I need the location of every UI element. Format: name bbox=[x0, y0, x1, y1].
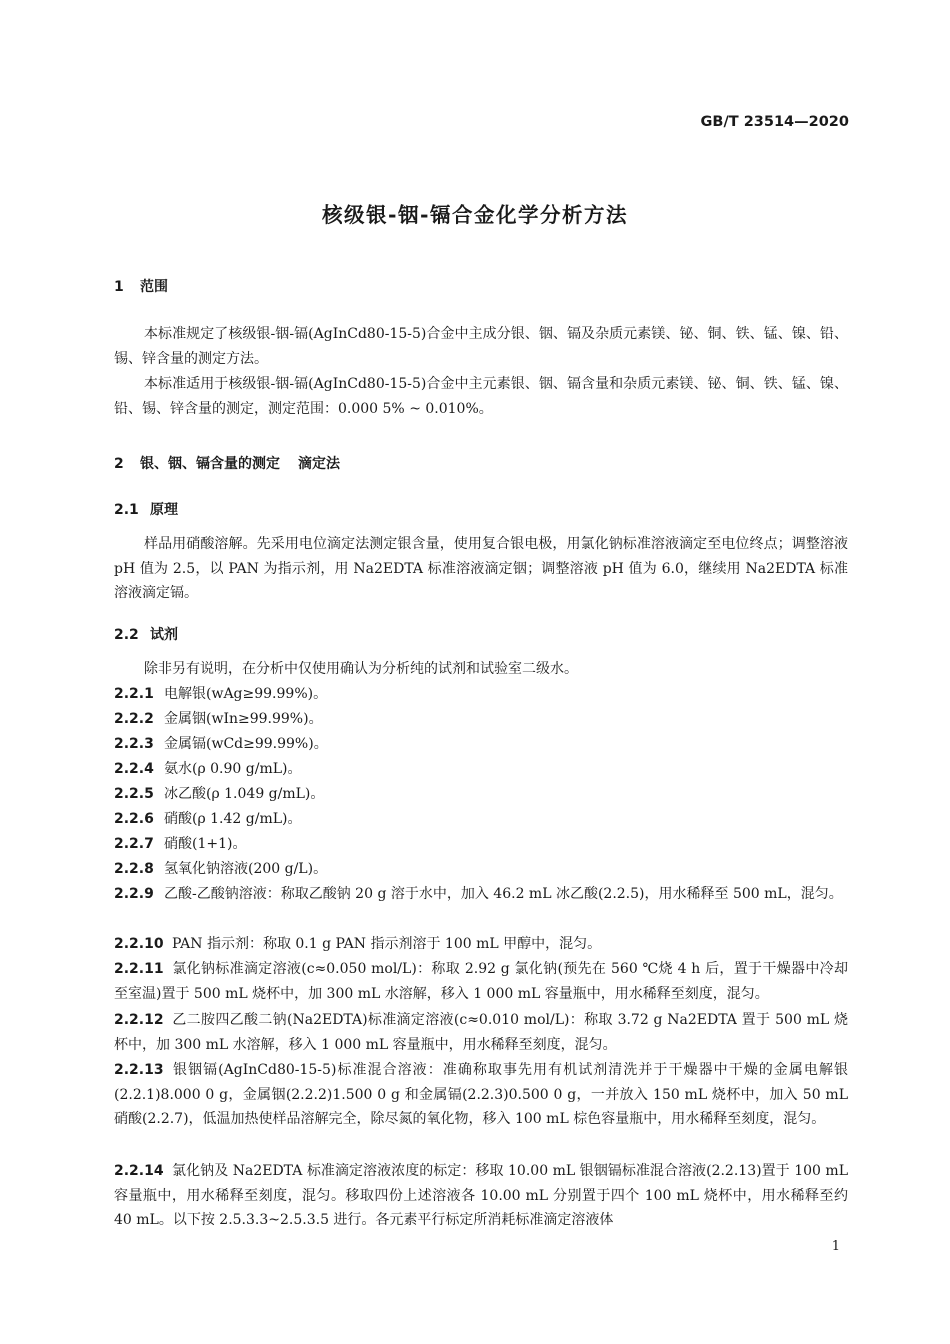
page-title: 核级银-铟-镉合金化学分析方法 bbox=[321, 203, 629, 227]
section-title: 银、铟、镉含量的测定 bbox=[140, 456, 280, 472]
item-number: 2.2.5 bbox=[114, 786, 154, 802]
item-text: 硝酸(1+1)。 bbox=[164, 836, 247, 852]
reagent-item bbox=[114, 832, 848, 857]
item-number: 2.2.8 bbox=[114, 861, 154, 877]
item-text: 银铟镉(AgInCd80-15-5)标准混合溶液：准确称取事先用有机试剂清洗并于干燥器中干燥的金属电解银(2.2.1)8.000 0 g，金属铟(2.2.2)1.500 0 g 和金属镉(2.2.3)0.500 0 g，一并放入 150 mL 烧杯中，加入 50 mL 硝酸(2.2.7)，低温加热使样品溶解完全，除尽氮的氧化物，移入 100 mL 棕色容量瓶中，用水稀释至刻度，混匀。 bbox=[114, 1062, 848, 1127]
item-text: 电解银(wAg≥99.99%)。 bbox=[164, 686, 328, 702]
reagent-item bbox=[114, 957, 848, 1006]
reagent-item bbox=[114, 707, 848, 732]
reagent-item bbox=[114, 682, 848, 707]
subsection-2-1-heading bbox=[114, 499, 178, 519]
item-text: 氨水(ρ 0.90 g/mL)。 bbox=[164, 761, 302, 777]
item-number: 2.2.2 bbox=[114, 711, 154, 727]
scope-paragraph-1: 本标准规定了核级银-铟-镉(AgInCd80-15-5)合金中主成分银、铟、镉及杂质元素镁、铋、铜、铁、锰、镍、铅、锡、锌含量的测定方法。 bbox=[114, 326, 848, 367]
item-number: 2.2.12 bbox=[114, 1012, 164, 1028]
item-text: 冰乙酸(ρ 1.049 g/mL)。 bbox=[164, 786, 325, 802]
item-number: 2.2.1 bbox=[114, 686, 154, 702]
subsection-number: 2.2 bbox=[114, 627, 139, 643]
section-1-heading bbox=[114, 276, 168, 296]
subsection-title: 原理 bbox=[150, 502, 178, 518]
scope-paragraph-2: 本标准适用于核级银-铟-镉(AgInCd80-15-5)合金中主元素银、铟、镉含量和杂质元素镁、铋、铜、铁、锰、镍、铅、锡、锌含量的测定，测定范围：0.000 5% ~ 0.010%。 bbox=[114, 376, 848, 417]
section-2-heading bbox=[114, 453, 340, 473]
reagent-item bbox=[114, 757, 848, 782]
reagent-item bbox=[114, 932, 848, 957]
reagent-item bbox=[114, 857, 848, 882]
section-number: 1 bbox=[114, 279, 124, 295]
item-number: 2.2.14 bbox=[114, 1163, 164, 1179]
subsection-2-2-heading bbox=[114, 624, 178, 644]
item-text: 氯化钠标准滴定溶液(c≈0.050 mol/L)：称取 2.92 g 氯化钠(预先在 560 ℃烧 4 h 后，置于干燥器中冷却至室温)置于 500 mL 烧杯中，加 300 mL 水溶解，移入 1 000 mL 容量瓶中，用水稀释至刻度，混匀。 bbox=[114, 961, 848, 1002]
item-text: 乙酸-乙酸钠溶液：称取乙酸钠 20 g 溶于水中，加入 46.2 mL 冰乙酸(2.2.5)，用水稀释至 500 mL，混匀。 bbox=[164, 886, 843, 902]
standard-number: GB/T 23514—2020 bbox=[700, 114, 849, 130]
item-number: 2.2.13 bbox=[114, 1062, 164, 1078]
section-method: 滴定法 bbox=[298, 456, 340, 472]
reagent-item bbox=[114, 1159, 848, 1233]
reagent-item bbox=[114, 807, 848, 832]
section-number: 2 bbox=[114, 456, 124, 472]
item-text: 氢氧化钠溶液(200 g/L)。 bbox=[164, 861, 328, 877]
item-text: 硝酸(ρ 1.42 g/mL)。 bbox=[164, 811, 302, 827]
section-title: 范围 bbox=[140, 279, 168, 295]
item-text: PAN 指示剂：称取 0.1 g PAN 指示剂溶于 100 mL 甲醇中，混匀。 bbox=[172, 936, 602, 952]
reagent-item bbox=[114, 1058, 848, 1132]
subsection-number: 2.1 bbox=[114, 502, 139, 518]
item-number: 2.2.9 bbox=[114, 886, 154, 902]
reagent-item bbox=[114, 1008, 848, 1057]
item-text: 金属镉(wCd≥99.99%)。 bbox=[164, 736, 328, 752]
item-text: 氯化钠及 Na2EDTA 标准滴定溶液浓度的标定：移取 10.00 mL 银铟镉标准混合溶液(2.2.13)置于 100 mL 容量瓶中，用水稀释至刻度，混匀。移取四份上述溶液各 10.00 mL 分别置于四个 100 mL 烧杯中，用水稀释至约 40 mL。以下按 2.5.3.3~2.5.3.5 进行。各元素平行标定所消耗标准滴定溶液体 bbox=[114, 1163, 848, 1228]
item-number: 2.2.4 bbox=[114, 761, 154, 777]
reagent-item bbox=[114, 732, 848, 757]
reagent-item bbox=[114, 882, 848, 907]
page-number: 1 bbox=[831, 1239, 840, 1254]
item-text: 金属铟(wIn≥99.99%)。 bbox=[164, 711, 323, 727]
item-number: 2.2.6 bbox=[114, 811, 154, 827]
item-text: 乙二胺四乙酸二钠(Na2EDTA)标准滴定溶液(c≈0.010 mol/L)：称取 3.72 g Na2EDTA 置于 500 mL 烧杯中，加 300 mL 水溶解，移入 1 000 mL 容量瓶中，用水稀释至刻度，混匀。 bbox=[114, 1012, 848, 1053]
reagents-intro: 除非另有说明，在分析中仅使用确认为分析纯的试剂和试验室二级水。 bbox=[144, 661, 578, 677]
item-number: 2.2.10 bbox=[114, 936, 164, 952]
item-number: 2.2.11 bbox=[114, 961, 164, 977]
principle-paragraph: 样品用硝酸溶解。先采用电位滴定法测定银含量，使用复合银电极，用氯化钠标准溶液滴定至电位终点；调整溶液 pH 值为 2.5，以 PAN 为指示剂，用 Na2EDTA 标准溶液滴定铟；调整溶液 pH 值为 6.0，继续用 Na2EDTA 标准溶液滴定镉。 bbox=[114, 536, 848, 601]
item-number: 2.2.7 bbox=[114, 836, 154, 852]
subsection-title: 试剂 bbox=[150, 627, 178, 643]
item-number: 2.2.3 bbox=[114, 736, 154, 752]
reagent-item bbox=[114, 782, 848, 807]
